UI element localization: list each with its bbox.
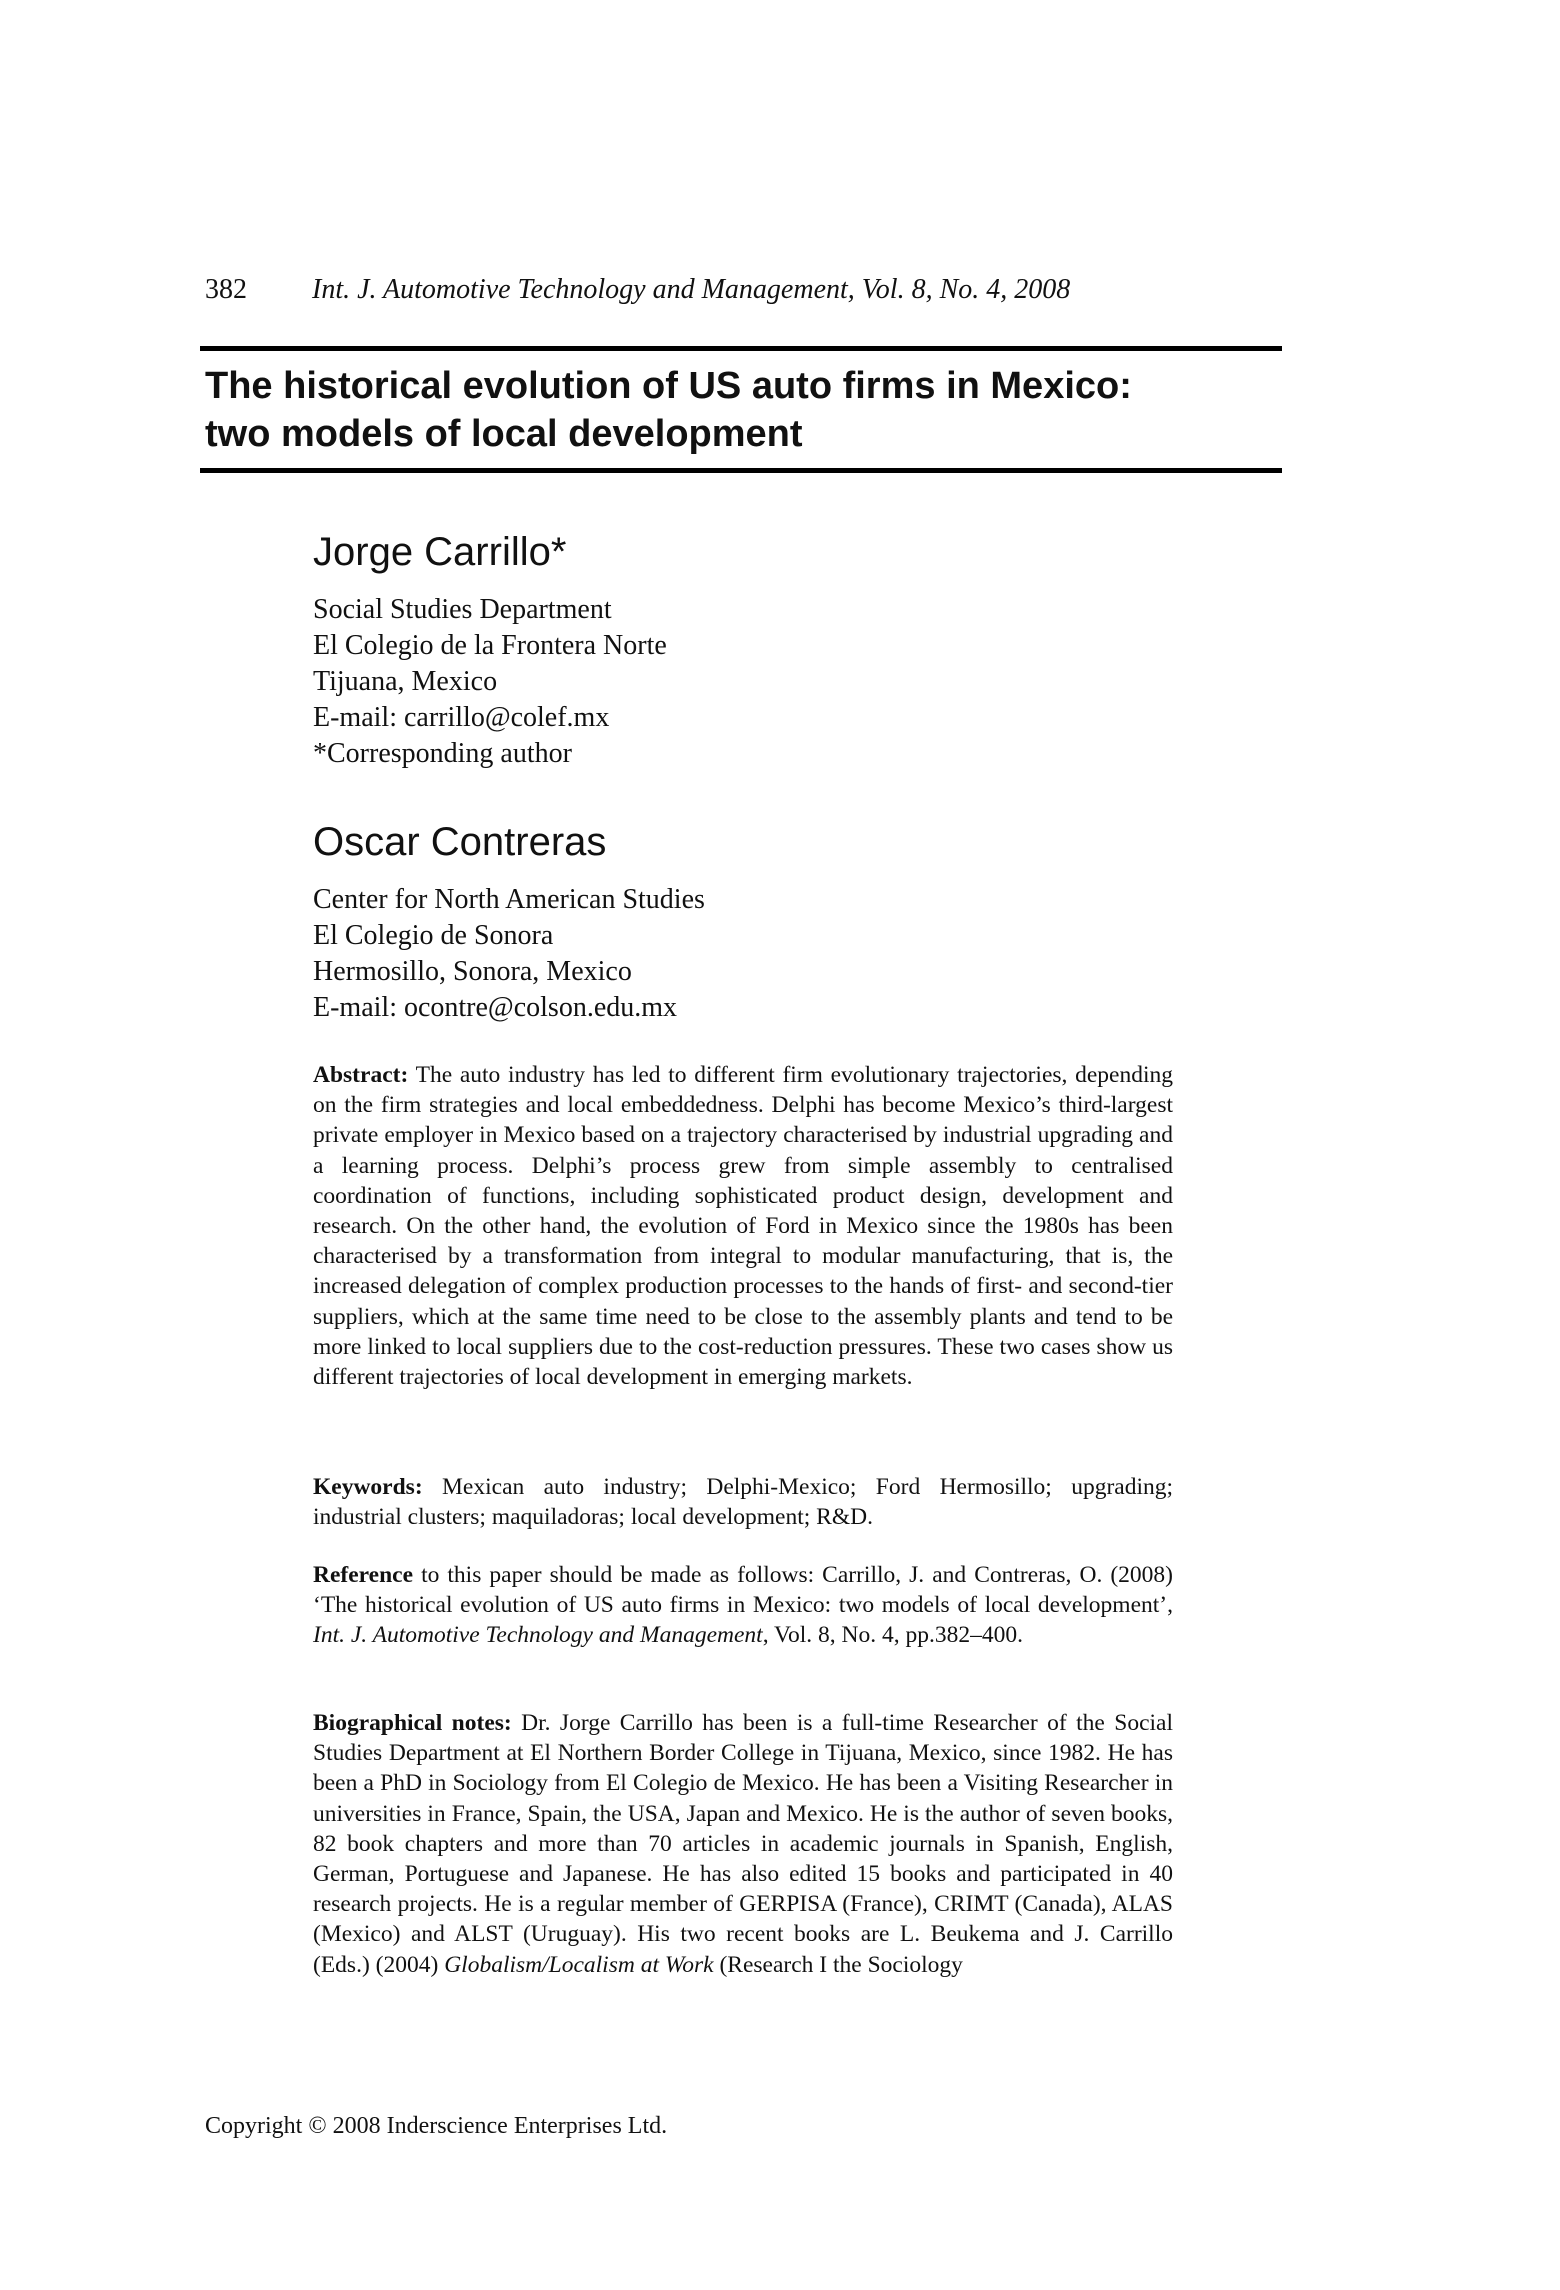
- reference-journal: Int. J. Automotive Technology and Management: [313, 1622, 763, 1649]
- affiliation-line: El Colegio de Sonora: [313, 920, 554, 951]
- affiliation-line: Tijuana, Mexico: [313, 666, 498, 697]
- reference-details: , Vol. 8, No. 4, pp.382–400.: [762, 1622, 1023, 1649]
- author-name-1: Jorge Carrillo*: [313, 530, 567, 574]
- affiliation-line: El Colegio de la Frontera Norte: [313, 630, 667, 661]
- journal-citation: Int. J. Automotive Technology and Management, Vol. 8, No. 4, 2008: [312, 274, 1071, 305]
- page-number: 382: [205, 274, 247, 305]
- bio-book-title: Globalism/Localism at Work: [444, 1951, 714, 1978]
- running-header: [205, 274, 1070, 306]
- title-top-rule: [200, 346, 1282, 351]
- copyright-notice: Copyright © 2008 Inderscience Enterprises Ltd.: [205, 2113, 668, 2139]
- reference-label: Reference: [313, 1562, 414, 1588]
- keywords-label: Keywords:: [313, 1474, 423, 1500]
- keywords-text: Mexican auto industry; Delphi-Mexico; Ford Hermosillo; upgrading; industrial clusters; maquiladoras; local development; R&D.: [313, 1474, 1174, 1531]
- reference-note: [313, 1560, 1173, 1651]
- biographical-notes: [313, 1708, 1173, 1980]
- abstract-label: Abstract:: [313, 1062, 409, 1088]
- title-line-1: The historical evolution of US auto firms in Mexico:: [205, 365, 1132, 407]
- abstract-text: The auto industry has led to different firm evolutionary trajectories, depending on the firm strategies and local embeddedness. Delphi has become Mexico’s third-largest private employer in Mexico based on a trajectory characterised by industrial upgrading and a learning process. Delphi’s process grew from simple assembly to centralised coordination of functions, including sophisticated product design, development and research. On the other hand, the evolution of Ford in Mexico since the 1980s has been characterised by a transformation from integral to modular manufacturing, that is, the increased delegation of complex production processes to the hands of first- and second-tier suppliers, which at the same time need to be close to the assembly plants and tend to be more linked to local suppliers due to the cost-reduction pressures. These two cases show us different trajectories of local development in emerging markets.: [313, 1062, 1174, 1391]
- reference-text: to this paper should be made as follows: Carrillo, J. and Contreras, O. (2008) ‘The historical evolution of US auto firms in Mexico: two models of local development’,: [313, 1562, 1174, 1619]
- corresponding-note: *Corresponding author: [313, 738, 572, 769]
- author-affiliation-2: [313, 882, 705, 1026]
- author-email: E-mail: carrillo@colef.mx: [313, 702, 610, 733]
- keywords: [313, 1472, 1173, 1532]
- bio-text: Dr. Jorge Carrillo has been is a full-time Researcher of the Social Studies Department at El Northern Border College in Tijuana, Mexico, since 1982. He has been a PhD in Sociology from El Colegio de Mexico. He has been a Visiting Researcher in universities in France, Spain, the USA, Japan and Mexico. He is the author of seven books, 82 book chapters and more than 70 articles in academic journals in Spanish, English, German, Portuguese and Japanese. He has also edited 15 books and participated in 40 research projects. He is a regular member of GERPISA (France), CRIMT (Canada), ALAS (Mexico) and ALST (Uruguay). His two recent books are L. Beukema and J. Carrillo (Eds.) (2004): [313, 1710, 1173, 1978]
- affiliation-line: Center for North American Studies: [313, 884, 705, 915]
- affiliation-line: Social Studies Department: [313, 594, 612, 625]
- title-bottom-rule: [200, 468, 1282, 473]
- author-email: E-mail: ocontre@colson.edu.mx: [313, 992, 678, 1023]
- abstract: [313, 1060, 1173, 1392]
- author-name-2: Oscar Contreras: [313, 820, 607, 864]
- paper-title: [205, 362, 1280, 458]
- affiliation-line: Hermosillo, Sonora, Mexico: [313, 956, 632, 987]
- bio-label: Biographical notes:: [313, 1710, 512, 1736]
- bio-text-end: (Research I the Sociology: [719, 1951, 963, 1978]
- title-line-2: two models of local development: [205, 413, 803, 455]
- author-affiliation-1: [313, 592, 667, 772]
